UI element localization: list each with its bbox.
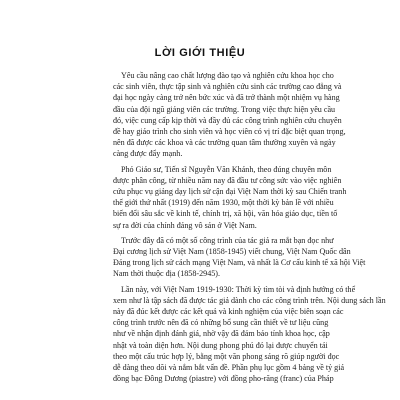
text-line: Yêu cầu nâng cao chất lượng đào tạo và nghiên cứu khoa học cho xyxy=(121,71,334,80)
text-line: các sinh viên, thực tập sinh và nghiên cứu sinh các trường cao đẳng và xyxy=(113,82,342,92)
paragraph-3 xyxy=(113,235,366,280)
text-line: đó, việc cung cấp kịp thời và đầy đủ các công trình nghiên cứu chuyên xyxy=(113,115,342,125)
text-line: được phân công, từ nhiều năm nay đã đầu tư công sức vào việc nghiên xyxy=(113,175,342,185)
text-line: đầu của đội ngũ giảng viên các trường. Trong việc thực hiện yêu cầu xyxy=(113,104,336,114)
text-line: Trước đây đã có một số công trình của tác giả ra mắt bạn đọc như xyxy=(121,235,334,245)
text-line: sự ra đời của chính đảng vô sản ở Việt Nam. xyxy=(113,220,257,230)
text-line: biến đổi sâu sắc về kinh tế, chính trị, xã hội, văn hóa giáo dục, tiền tố xyxy=(113,209,338,219)
text-line: đại học ngày càng trở nên bức xúc và đã trở thành một nhiệm vụ hàng xyxy=(113,93,340,103)
text-line: dễ dàng theo dõi và nắm bắt vấn đề. Phần phụ lục gồm 4 bảng về tỷ giá xyxy=(113,363,345,373)
paragraph-2 xyxy=(113,164,347,231)
text-line: này đã đúc kết được các kết quả và kinh nghiệm của việc biên soạn các xyxy=(113,307,344,317)
page-body xyxy=(113,70,386,388)
text-line: Nam thời thuộc địa (1858-2945). xyxy=(113,269,221,279)
text-line: nên đã được các khoa và các trường quan tâm thường xuyên và ngày xyxy=(113,138,336,148)
text-line: công trình trước nên đã có những bổ sung cần thiết về tư liệu cũng xyxy=(113,318,329,328)
text-line: Phó Giáo sư, Tiến sĩ Nguyễn Văn Khánh, theo đúng chuyên môn xyxy=(121,164,332,174)
text-line: thế giới thứ nhất (1919) đến năm 1930, một thời kỳ bản lề với nhiều xyxy=(113,198,334,208)
text-line: cứu phục vụ giảng dạy lịch sử cận đại Việt Nam thời kỳ sau Chiến tranh xyxy=(113,187,347,197)
text-line: xem như là tập sách đã được tác giả dành cho các công trình trên. Nội dung sách lần xyxy=(113,295,386,305)
paragraph-4 xyxy=(113,284,386,385)
text-line: Đảng trong lịch sử cách mạng Việt Nam, và nhất là Cơ cấu kinh tế xã hội Việt xyxy=(113,258,366,268)
text-line: đồng bạc Đông Dương (piastre) với đồng pho-răng (franc) của Pháp xyxy=(113,374,334,384)
text-line: như về nhận định đánh giá, nhờ vậy đã đảm bảo tính khoa học, cập xyxy=(113,329,330,339)
text-line: theo một cấu trúc hợp lý, bằng một văn phong sáng rõ giúp người đọc xyxy=(113,351,340,361)
text-line: đề hay giáo trình cho sinh viên và học viên có vị trí đặc biệt quan trọng, xyxy=(113,127,346,137)
text-line: Lần này, với Việt Nam 1919-1930: Thời kỳ tìm tòi và định hướng có thể xyxy=(121,284,356,294)
page-title: LỜI GIỚI THIỆU xyxy=(154,47,246,59)
text-line: Đại cương lịch sử Việt Nam (1858-1945) viết chung, Việt Nam Quốc dân xyxy=(113,247,351,257)
paragraph-1 xyxy=(113,70,346,160)
text-line: càng được đẩy mạnh. xyxy=(113,149,183,159)
text-line: nhật và toàn diện hơn. Nội dung phong phú đó lại được chuyển tải xyxy=(113,340,328,350)
